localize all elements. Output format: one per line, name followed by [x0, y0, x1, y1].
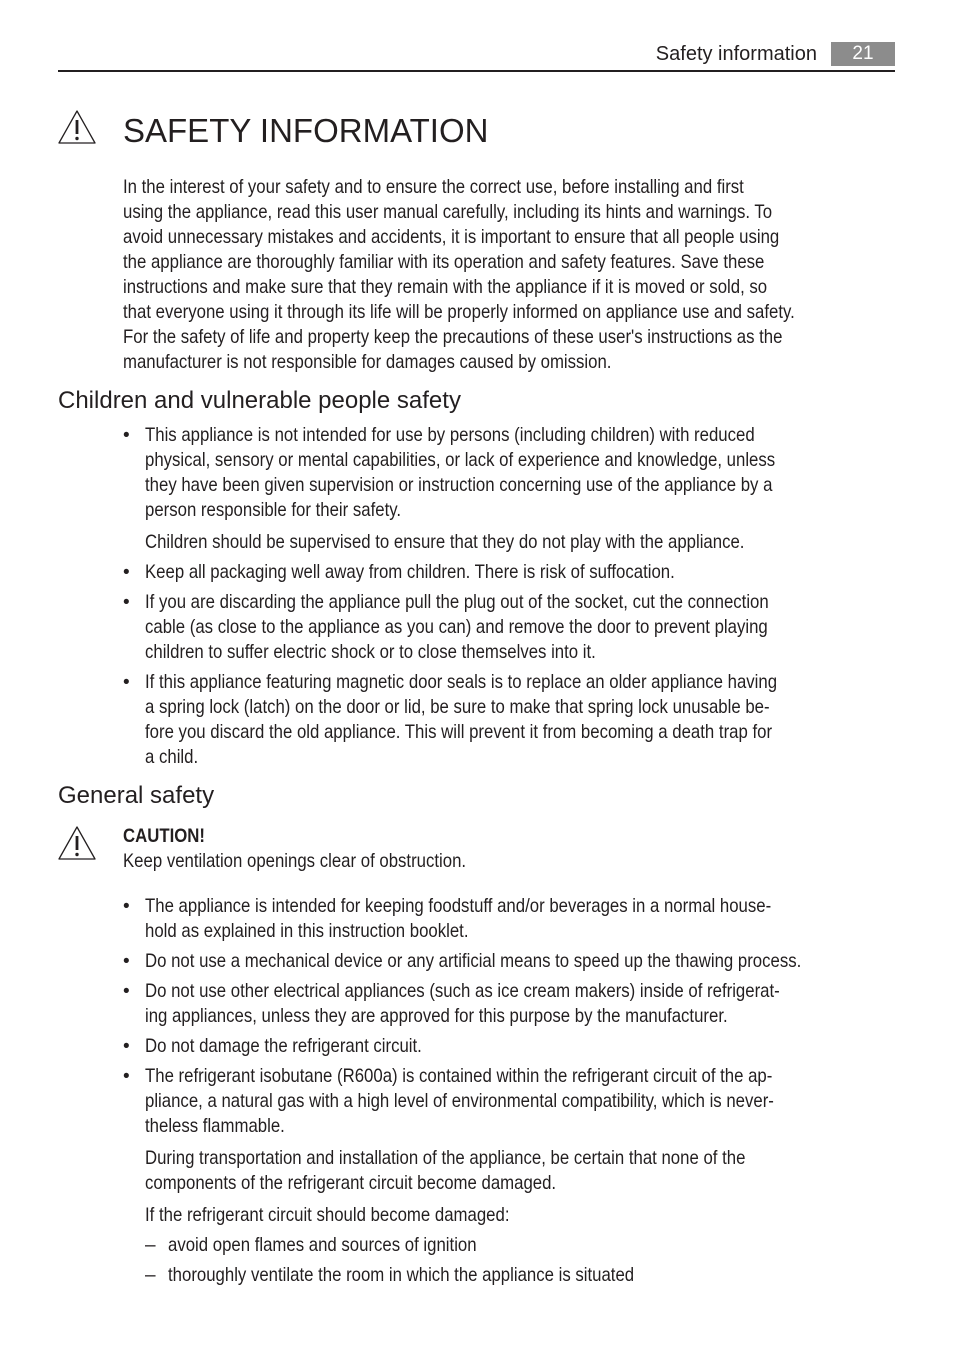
text-line: cable (as close to the appliance as you can) and remove the door to prevent playing: [145, 616, 768, 638]
text-line: Do not use other electrical appliances (such as ice cream makers) inside of refrigerat-: [145, 980, 780, 1002]
list-item: [123, 560, 895, 585]
bullet-icon: •: [123, 951, 130, 972]
text-line: they have been given supervision or instruction concerning use of the appliance by a: [145, 474, 773, 496]
text-line: the appliance are thoroughly familiar with its operation and safety features. Save these: [123, 251, 765, 273]
text-line: avoid unnecessary mistakes and accidents, it is important to ensure that all people using: [123, 226, 780, 248]
running-header-section: Safety information: [655, 43, 817, 65]
dash-icon: –: [145, 1235, 156, 1256]
bullet-icon: •: [123, 1036, 130, 1057]
list-item: [123, 894, 895, 944]
page-title: SAFETY INFORMATION: [123, 112, 489, 149]
text-line: If you are discarding the appliance pull the plug out of the socket, cut the connection: [145, 591, 769, 613]
general-safety-list: [123, 894, 895, 1288]
list-item: [123, 423, 895, 523]
caution-warning-icon: [57, 825, 97, 861]
bullet-icon: •: [123, 896, 130, 917]
paragraph: [123, 1146, 895, 1196]
text-line: person responsible for their safety.: [145, 499, 402, 521]
list-item: [123, 1233, 895, 1258]
bullet-icon: •: [123, 425, 130, 446]
text-line: ing appliances, unless they are approved for this purpose by the manufacturer.: [145, 1005, 728, 1027]
text-line: using the appliance, read this user manual carefully, including its hints and warnings. To: [123, 201, 773, 223]
bullet-icon: •: [123, 1066, 130, 1087]
paragraph: [123, 530, 895, 555]
text-line: fore you discard the old appliance. This will prevent it from becoming a death trap for: [145, 721, 773, 743]
intro-paragraph: [123, 175, 895, 375]
text-line: Children should be supervised to ensure that they do not play with the appliance.: [145, 531, 745, 553]
section-heading-children: Children and vulnerable people safety: [58, 387, 461, 414]
children-safety-list: [123, 423, 895, 770]
bullet-icon: •: [123, 672, 130, 693]
header-rule: [58, 70, 895, 72]
text-line: that everyone using it through its life will be properly informed on appliance use and safety.: [123, 301, 795, 323]
list-item: [123, 1263, 895, 1288]
text-line: manufacturer is not responsible for damages caused by omission.: [123, 351, 612, 373]
page-number: 21: [831, 42, 895, 66]
text-line: The refrigerant isobutane (R600a) is contained within the refrigerant circuit of the ap-: [145, 1065, 773, 1087]
text-line: If the refrigerant circuit should become damaged:: [145, 1204, 510, 1226]
list-item: [123, 1064, 895, 1139]
text-line: In the interest of your safety and to ensure the correct use, before installing and first: [123, 176, 744, 198]
text-line: During transportation and installation of the appliance, be certain that none of the: [145, 1147, 746, 1169]
list-item: [123, 949, 895, 974]
caution-note: [123, 824, 895, 874]
caution-label: CAUTION!: [123, 825, 205, 847]
bullet-icon: •: [123, 592, 130, 613]
text-line: The appliance is intended for keeping foodstuff and/or beverages in a normal house-: [145, 895, 772, 917]
text-line: Keep all packaging well away from children. There is risk of suffocation.: [145, 561, 675, 583]
text-line: If this appliance featuring magnetic door seals is to replace an older appliance having: [145, 671, 778, 693]
text-line: components of the refrigerant circuit become damaged.: [145, 1172, 557, 1194]
text-line: This appliance is not intended for use by persons (including children) with reduced: [145, 424, 755, 446]
list-item: [123, 670, 895, 770]
text-line: Do not use a mechanical device or any artificial means to speed up the thawing process.: [145, 950, 802, 972]
caution-text: Keep ventilation openings clear of obstruction.: [123, 850, 467, 872]
text-line: physical, sensory or mental capabilities, or lack of experience and knowledge, unless: [145, 449, 776, 471]
text-line: instructions and make sure that they remain with the appliance if it is moved or sold, so: [123, 276, 768, 298]
text-line: pliance, a natural gas with a high level of environmental compatibility, which is never-: [145, 1090, 774, 1112]
list-item: [123, 590, 895, 665]
text-line: For the safety of life and property keep the precautions of these user's instructions as the: [123, 326, 783, 348]
warning-icon: [57, 109, 97, 145]
text-line: a child.: [145, 746, 199, 768]
bullet-icon: •: [123, 562, 130, 583]
text-line: theless flammable.: [145, 1115, 285, 1137]
list-item: [123, 1034, 895, 1059]
section-heading-general: General safety: [58, 782, 215, 809]
text-line: Do not damage the refrigerant circuit.: [145, 1035, 422, 1057]
text-line: thoroughly ventilate the room in which the appliance is situated: [168, 1264, 635, 1286]
dash-icon: –: [145, 1265, 156, 1286]
text-line: a spring lock (latch) on the door or lid, be sure to make that spring lock unusable be-: [145, 696, 770, 718]
text-line: hold as explained in this instruction booklet.: [145, 920, 469, 942]
bullet-icon: •: [123, 981, 130, 1002]
paragraph: [123, 1203, 895, 1228]
text-line: children to suffer electric shock or to close themselves into it.: [145, 641, 596, 663]
list-item: [123, 979, 895, 1029]
text-line: avoid open flames and sources of ignition: [168, 1234, 477, 1256]
